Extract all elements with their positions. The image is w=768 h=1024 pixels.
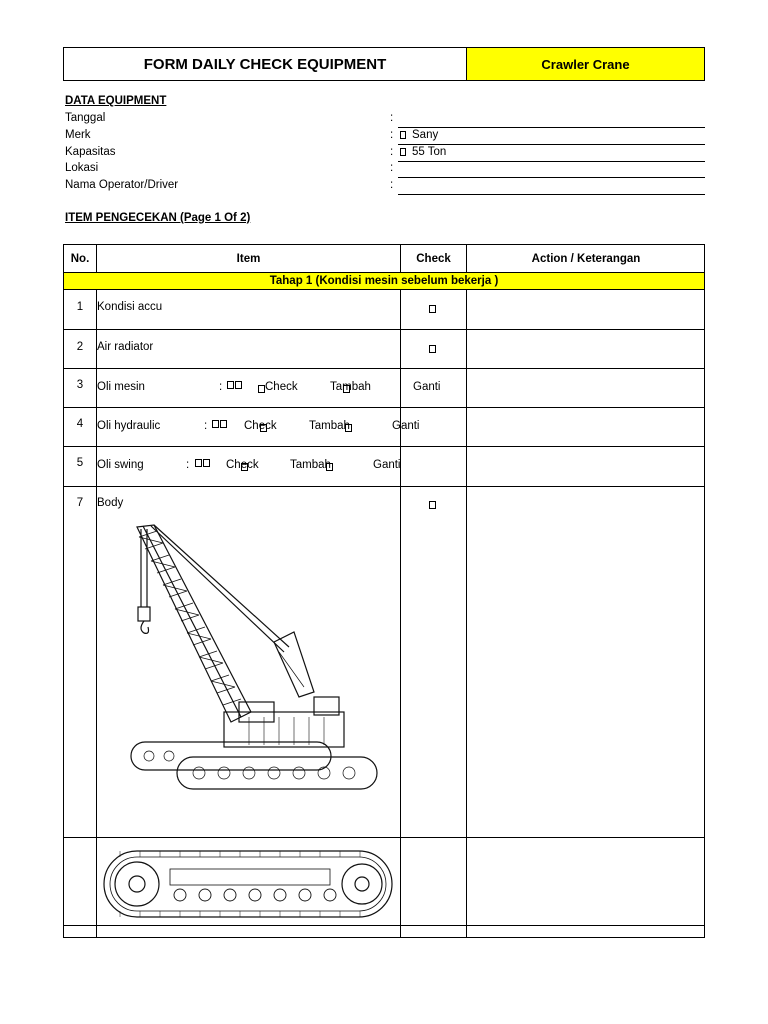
option-ganti: Ganti	[413, 381, 441, 393]
field-value-merk[interactable]	[400, 129, 438, 141]
checkbox-icon[interactable]	[326, 463, 333, 471]
checkbox-icon[interactable]	[400, 131, 406, 139]
field-label-merk: Merk	[65, 129, 91, 141]
option-ganti: Ganti	[373, 459, 401, 471]
row-number: 7	[76, 497, 84, 509]
row-divider	[64, 925, 704, 926]
row-number: 5	[76, 457, 84, 469]
checkbox-icon[interactable]	[227, 381, 234, 389]
checkbox-icon[interactable]	[345, 424, 352, 432]
row-item-body: Body	[97, 497, 124, 509]
checkbox-icon[interactable]	[429, 345, 436, 353]
column-header-check: Check	[416, 252, 451, 265]
crawler-crane-illustration	[99, 517, 399, 817]
row-number: 1	[76, 301, 84, 313]
checkbox-icon[interactable]	[220, 420, 227, 428]
column-divider	[400, 245, 401, 937]
option-check: Check	[265, 381, 298, 393]
checkbox-icon[interactable]	[400, 148, 406, 156]
field-line-operator[interactable]	[398, 194, 705, 195]
field-colon: :	[390, 112, 394, 124]
stage-1-row: Tahap 1 (Kondisi mesin sebelum bekerja )	[64, 273, 704, 289]
option-tambah: Tambah	[290, 459, 331, 471]
field-line-lokasi[interactable]	[398, 177, 705, 178]
field-label-tanggal: Tanggal	[65, 112, 106, 124]
row-item-air-radiator: Air radiator	[97, 341, 154, 353]
data-equipment-heading: DATA EQUIPMENT	[65, 95, 167, 107]
form-title: FORM DAILY CHECK EQUIPMENT	[64, 48, 467, 80]
field-colon: :	[390, 146, 394, 158]
row-divider	[64, 407, 704, 408]
row-divider	[64, 289, 704, 290]
row-divider	[64, 837, 704, 838]
column-header-action: Action / Keterangan	[531, 252, 641, 265]
row-divider	[64, 368, 704, 369]
option-colon: :	[186, 459, 190, 471]
field-line-kapasitas	[398, 161, 705, 162]
checkbox-icon[interactable]	[241, 463, 248, 471]
field-label-operator: Nama Operator/Driver	[65, 179, 179, 191]
kapasitas-value: 55 Ton	[412, 146, 447, 158]
field-line-tanggal[interactable]	[398, 127, 705, 128]
column-divider	[466, 245, 467, 937]
checklist-heading: ITEM PENGECEKAN (Page 1 Of 2)	[65, 212, 251, 224]
option-tambah: Tambah	[309, 420, 350, 432]
checkbox-icon[interactable]	[203, 459, 210, 467]
merk-value: Sany	[412, 129, 439, 141]
checkbox-icon[interactable]	[235, 381, 242, 389]
field-colon: :	[390, 162, 394, 174]
row-item-kondisi-accu: Kondisi accu	[97, 301, 163, 313]
form-header	[63, 47, 705, 81]
row-item-oli-swing: Oli swing	[97, 459, 144, 471]
row-number: 4	[76, 418, 84, 430]
row-item-oli-hydraulic: Oli hydraulic	[97, 420, 161, 432]
row-divider	[64, 446, 704, 447]
field-label-kapasitas: Kapasitas	[65, 146, 116, 158]
checklist-table	[63, 244, 705, 938]
checkbox-icon[interactable]	[260, 424, 267, 432]
checkbox-icon[interactable]	[258, 385, 265, 393]
field-colon: :	[390, 129, 394, 141]
field-label-lokasi: Lokasi	[65, 162, 99, 174]
checkbox-icon[interactable]	[195, 459, 202, 467]
column-header-no: No.	[70, 252, 90, 265]
row-divider	[64, 486, 704, 487]
field-line-merk	[398, 144, 705, 145]
row-number: 2	[76, 341, 84, 353]
checkbox-icon[interactable]	[429, 501, 436, 509]
checkbox-icon[interactable]	[212, 420, 219, 428]
checkbox-icon[interactable]	[429, 305, 436, 313]
option-colon: :	[219, 381, 223, 393]
row-divider	[64, 329, 704, 330]
crawler-track-illustration	[100, 845, 396, 925]
row-item-oli-mesin: Oli mesin	[97, 381, 145, 393]
checkbox-icon[interactable]	[343, 385, 350, 393]
row-number: 3	[76, 379, 84, 391]
option-tambah: Tambah	[330, 381, 371, 393]
option-ganti: Ganti	[392, 420, 420, 432]
column-header-item: Item	[236, 252, 261, 265]
equipment-type-badge: Crawler Crane	[467, 48, 704, 80]
field-value-kapasitas[interactable]	[400, 146, 446, 158]
option-check: Check	[226, 459, 259, 471]
field-colon: :	[390, 179, 394, 191]
option-colon: :	[204, 420, 208, 432]
option-check: Check	[244, 420, 277, 432]
